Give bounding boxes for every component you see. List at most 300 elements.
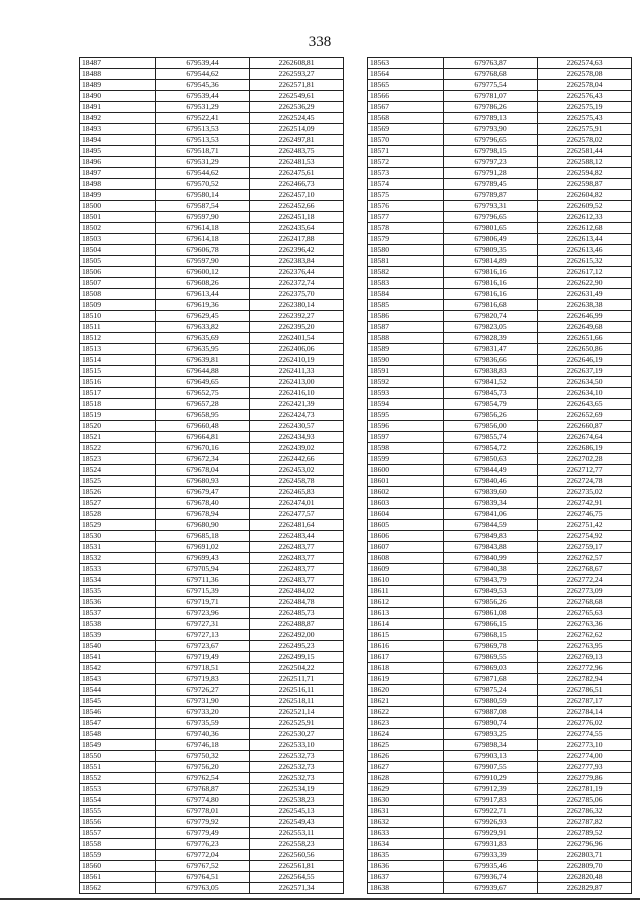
y-coordinate-cell: 2262434,93	[250, 432, 344, 443]
y-coordinate-cell: 2262396,42	[250, 245, 344, 256]
point-number-cell: 18575	[368, 190, 444, 201]
x-coordinate-cell: 679926,93	[444, 817, 538, 828]
point-number-cell: 18514	[80, 355, 156, 366]
y-coordinate-cell: 2262483,77	[250, 542, 344, 553]
x-coordinate-cell: 679779,92	[156, 817, 250, 828]
x-coordinate-cell: 679816,16	[444, 278, 538, 289]
y-coordinate-cell: 2262499,15	[250, 652, 344, 663]
table-row	[368, 707, 632, 718]
point-number-cell: 18593	[368, 388, 444, 399]
x-coordinate-cell: 679841,52	[444, 377, 538, 388]
table-row	[80, 597, 344, 608]
x-coordinate-cell: 679644,88	[156, 366, 250, 377]
x-coordinate-cell: 679719,71	[156, 597, 250, 608]
point-number-cell: 18564	[368, 69, 444, 80]
y-coordinate-cell: 2262777,93	[538, 762, 632, 773]
y-coordinate-cell: 2262416,10	[250, 388, 344, 399]
point-number-cell: 18590	[368, 355, 444, 366]
table-row	[80, 234, 344, 245]
y-coordinate-cell: 2262759,17	[538, 542, 632, 553]
point-number-cell: 18606	[368, 531, 444, 542]
y-coordinate-cell: 2262538,23	[250, 795, 344, 806]
table-row	[80, 696, 344, 707]
table-row	[368, 806, 632, 817]
x-coordinate-cell: 679798,15	[444, 146, 538, 157]
point-number-cell: 18554	[80, 795, 156, 806]
x-coordinate-cell: 679828,39	[444, 333, 538, 344]
y-coordinate-cell: 2262608,81	[250, 58, 344, 69]
point-number-cell: 18605	[368, 520, 444, 531]
point-number-cell: 18569	[368, 124, 444, 135]
point-number-cell: 18611	[368, 586, 444, 597]
point-number-cell: 18553	[80, 784, 156, 795]
table-row	[368, 641, 632, 652]
point-number-cell: 18629	[368, 784, 444, 795]
point-number-cell: 18551	[80, 762, 156, 773]
point-number-cell: 18535	[80, 586, 156, 597]
x-coordinate-cell: 679657,28	[156, 399, 250, 410]
x-coordinate-cell: 679614,18	[156, 223, 250, 234]
y-coordinate-cell: 2262553,11	[250, 828, 344, 839]
point-number-cell: 18500	[80, 201, 156, 212]
table-row	[80, 839, 344, 850]
table-row	[80, 377, 344, 388]
table-row	[368, 179, 632, 190]
table-row	[80, 146, 344, 157]
table-row	[80, 223, 344, 234]
table-row	[80, 553, 344, 564]
x-coordinate-cell: 679855,74	[444, 432, 538, 443]
x-coordinate-cell: 679633,82	[156, 322, 250, 333]
point-number-cell: 18557	[80, 828, 156, 839]
point-number-cell: 18536	[80, 597, 156, 608]
point-number-cell: 18622	[368, 707, 444, 718]
x-coordinate-cell: 679600,12	[156, 267, 250, 278]
x-coordinate-cell: 679587,54	[156, 201, 250, 212]
y-coordinate-cell: 2262588,12	[538, 157, 632, 168]
x-coordinate-cell: 679597,90	[156, 256, 250, 267]
table-row	[368, 146, 632, 157]
table-row	[80, 399, 344, 410]
point-number-cell: 18548	[80, 729, 156, 740]
point-number-cell: 18516	[80, 377, 156, 388]
x-coordinate-cell: 679866,15	[444, 619, 538, 630]
point-number-cell: 18583	[368, 278, 444, 289]
y-coordinate-cell: 2262560,56	[250, 850, 344, 861]
table-row	[368, 564, 632, 575]
point-number-cell: 18580	[368, 245, 444, 256]
table-row	[368, 630, 632, 641]
point-number-cell: 18492	[80, 113, 156, 124]
table-row	[80, 861, 344, 872]
table-row	[80, 179, 344, 190]
table-row	[368, 91, 632, 102]
point-number-cell: 18592	[368, 377, 444, 388]
table-row	[80, 102, 344, 113]
x-coordinate-cell: 679746,18	[156, 740, 250, 751]
table-row	[368, 58, 632, 69]
table-row	[368, 586, 632, 597]
point-number-cell: 18570	[368, 135, 444, 146]
y-coordinate-cell: 2262787,82	[538, 817, 632, 828]
y-coordinate-cell: 2262521,14	[250, 707, 344, 718]
point-number-cell: 18544	[80, 685, 156, 696]
y-coordinate-cell: 2262763,95	[538, 641, 632, 652]
x-coordinate-cell: 679893,25	[444, 729, 538, 740]
table-row	[80, 80, 344, 91]
point-number-cell: 18529	[80, 520, 156, 531]
table-row	[80, 531, 344, 542]
table-row	[80, 817, 344, 828]
point-number-cell: 18597	[368, 432, 444, 443]
point-number-cell: 18604	[368, 509, 444, 520]
point-number-cell: 18615	[368, 630, 444, 641]
y-coordinate-cell: 2262712,77	[538, 465, 632, 476]
point-number-cell: 18524	[80, 465, 156, 476]
point-number-cell: 18499	[80, 190, 156, 201]
x-coordinate-cell: 679854,72	[444, 443, 538, 454]
x-coordinate-cell: 679699,43	[156, 553, 250, 564]
x-coordinate-cell: 679606,78	[156, 245, 250, 256]
x-coordinate-cell: 679513,53	[156, 135, 250, 146]
table-row	[368, 762, 632, 773]
table-row	[80, 773, 344, 784]
point-number-cell: 18568	[368, 113, 444, 124]
y-coordinate-cell: 2262532,73	[250, 762, 344, 773]
y-coordinate-cell: 2262754,92	[538, 531, 632, 542]
y-coordinate-cell: 2262545,13	[250, 806, 344, 817]
point-number-cell: 18586	[368, 311, 444, 322]
table-row	[80, 872, 344, 883]
table-row	[80, 542, 344, 553]
y-coordinate-cell: 2262634,10	[538, 388, 632, 399]
table-row	[80, 245, 344, 256]
y-coordinate-cell: 2262558,23	[250, 839, 344, 850]
y-coordinate-cell: 2262774,55	[538, 729, 632, 740]
y-coordinate-cell: 2262660,87	[538, 421, 632, 432]
y-coordinate-cell: 2262787,17	[538, 696, 632, 707]
table-row	[368, 234, 632, 245]
y-coordinate-cell: 2262581,44	[538, 146, 632, 157]
point-number-cell: 18599	[368, 454, 444, 465]
y-coordinate-cell: 2262424,73	[250, 410, 344, 421]
x-coordinate-cell: 679678,04	[156, 465, 250, 476]
y-coordinate-cell: 2262575,19	[538, 102, 632, 113]
table-row	[368, 366, 632, 377]
table-row	[368, 531, 632, 542]
table-row	[368, 278, 632, 289]
table-row	[80, 212, 344, 223]
point-number-cell: 18567	[368, 102, 444, 113]
y-coordinate-cell: 2262439,02	[250, 443, 344, 454]
y-coordinate-cell: 2262782,94	[538, 674, 632, 685]
y-coordinate-cell: 2262575,91	[538, 124, 632, 135]
x-coordinate-cell: 679781,07	[444, 91, 538, 102]
table-row	[368, 223, 632, 234]
x-coordinate-cell: 679718,51	[156, 663, 250, 674]
y-coordinate-cell: 2262536,29	[250, 102, 344, 113]
y-coordinate-cell: 2262406,06	[250, 344, 344, 355]
table-row	[368, 619, 632, 630]
table-row	[368, 157, 632, 168]
x-coordinate-cell: 679823,05	[444, 322, 538, 333]
y-coordinate-cell: 2262769,13	[538, 652, 632, 663]
point-number-cell: 18526	[80, 487, 156, 498]
point-number-cell: 18626	[368, 751, 444, 762]
table-row	[80, 344, 344, 355]
x-coordinate-cell: 679869,03	[444, 663, 538, 674]
point-number-cell: 18540	[80, 641, 156, 652]
table-row	[368, 212, 632, 223]
table-row	[368, 685, 632, 696]
x-coordinate-cell: 679841,06	[444, 509, 538, 520]
point-number-cell: 18507	[80, 278, 156, 289]
table-row	[80, 663, 344, 674]
y-coordinate-cell: 2262613,46	[538, 245, 632, 256]
x-coordinate-cell: 679820,74	[444, 311, 538, 322]
x-coordinate-cell: 679838,83	[444, 366, 538, 377]
table-row	[368, 839, 632, 850]
y-coordinate-cell: 2262829,87	[538, 883, 632, 894]
point-number-cell: 18632	[368, 817, 444, 828]
table-row	[368, 256, 632, 267]
x-coordinate-cell: 679614,18	[156, 234, 250, 245]
table-row	[368, 828, 632, 839]
table-row	[80, 575, 344, 586]
table-row	[80, 300, 344, 311]
y-coordinate-cell: 2262751,42	[538, 520, 632, 531]
x-coordinate-cell: 679705,94	[156, 564, 250, 575]
table-row	[368, 377, 632, 388]
table-row	[368, 311, 632, 322]
y-coordinate-cell: 2262504,22	[250, 663, 344, 674]
y-coordinate-cell: 2262525,91	[250, 718, 344, 729]
x-coordinate-cell: 679727,13	[156, 630, 250, 641]
y-coordinate-cell: 2262768,67	[538, 564, 632, 575]
y-coordinate-cell: 2262796,96	[538, 839, 632, 850]
y-coordinate-cell: 2262617,12	[538, 267, 632, 278]
x-coordinate-cell: 679649,65	[156, 377, 250, 388]
point-number-cell: 18566	[368, 91, 444, 102]
x-coordinate-cell: 679658,95	[156, 410, 250, 421]
point-number-cell: 18513	[80, 344, 156, 355]
table-row	[80, 201, 344, 212]
table-row	[368, 135, 632, 146]
point-number-cell: 18587	[368, 322, 444, 333]
point-number-cell: 18588	[368, 333, 444, 344]
x-coordinate-cell: 679778,01	[156, 806, 250, 817]
table-row	[80, 520, 344, 531]
point-number-cell: 18620	[368, 685, 444, 696]
y-coordinate-cell: 2262604,82	[538, 190, 632, 201]
x-coordinate-cell: 679801,65	[444, 223, 538, 234]
table-row	[80, 718, 344, 729]
table-row	[80, 410, 344, 421]
y-coordinate-cell: 2262781,19	[538, 784, 632, 795]
point-number-cell: 18630	[368, 795, 444, 806]
table-row	[80, 157, 344, 168]
table-row	[368, 872, 632, 883]
y-coordinate-cell: 2262411,33	[250, 366, 344, 377]
table-row	[80, 630, 344, 641]
x-coordinate-cell: 679779,49	[156, 828, 250, 839]
point-number-cell: 18616	[368, 641, 444, 652]
table-row	[80, 289, 344, 300]
point-number-cell: 18574	[368, 179, 444, 190]
point-number-cell: 18495	[80, 146, 156, 157]
y-coordinate-cell: 2262372,74	[250, 278, 344, 289]
point-number-cell: 18543	[80, 674, 156, 685]
table-row	[368, 883, 632, 894]
y-coordinate-cell: 2262702,28	[538, 454, 632, 465]
point-number-cell: 18619	[368, 674, 444, 685]
table-row	[80, 69, 344, 80]
table-row	[368, 652, 632, 663]
table-row	[368, 245, 632, 256]
x-coordinate-cell: 679619,36	[156, 300, 250, 311]
y-coordinate-cell: 2262549,43	[250, 817, 344, 828]
x-coordinate-cell: 679939,67	[444, 883, 538, 894]
x-coordinate-cell: 679776,23	[156, 839, 250, 850]
point-number-cell: 18531	[80, 542, 156, 553]
y-coordinate-cell: 2262395,20	[250, 322, 344, 333]
y-coordinate-cell: 2262609,52	[538, 201, 632, 212]
x-coordinate-cell: 679816,16	[444, 267, 538, 278]
x-coordinate-cell: 679836,66	[444, 355, 538, 366]
table-row	[80, 740, 344, 751]
y-coordinate-cell: 2262820,48	[538, 872, 632, 883]
y-coordinate-cell: 2262762,62	[538, 630, 632, 641]
point-number-cell: 18530	[80, 531, 156, 542]
y-coordinate-cell: 2262785,06	[538, 795, 632, 806]
x-coordinate-cell: 679723,67	[156, 641, 250, 652]
point-number-cell: 18489	[80, 80, 156, 91]
point-number-cell: 18589	[368, 344, 444, 355]
y-coordinate-cell: 2262457,10	[250, 190, 344, 201]
y-coordinate-cell: 2262779,86	[538, 773, 632, 784]
x-coordinate-cell: 679917,83	[444, 795, 538, 806]
point-number-cell: 18595	[368, 410, 444, 421]
point-number-cell: 18497	[80, 168, 156, 179]
table-row	[368, 784, 632, 795]
table-row	[368, 410, 632, 421]
y-coordinate-cell: 2262485,73	[250, 608, 344, 619]
point-number-cell: 18584	[368, 289, 444, 300]
table-row	[368, 289, 632, 300]
table-row	[368, 399, 632, 410]
point-number-cell: 18573	[368, 168, 444, 179]
y-coordinate-cell: 2262465,83	[250, 487, 344, 498]
table-row	[80, 278, 344, 289]
x-coordinate-cell: 679762,54	[156, 773, 250, 784]
point-number-cell: 18523	[80, 454, 156, 465]
y-coordinate-cell: 2262483,75	[250, 146, 344, 157]
point-number-cell: 18506	[80, 267, 156, 278]
point-number-cell: 18631	[368, 806, 444, 817]
x-coordinate-cell: 679816,68	[444, 300, 538, 311]
point-number-cell: 18637	[368, 872, 444, 883]
point-number-cell: 18628	[368, 773, 444, 784]
x-coordinate-cell: 679652,75	[156, 388, 250, 399]
x-coordinate-cell: 679933,39	[444, 850, 538, 861]
x-coordinate-cell: 679775,54	[444, 80, 538, 91]
x-coordinate-cell: 679763,87	[444, 58, 538, 69]
point-number-cell: 18635	[368, 850, 444, 861]
table-row	[80, 113, 344, 124]
x-coordinate-cell: 679660,48	[156, 421, 250, 432]
table-row	[368, 201, 632, 212]
y-coordinate-cell: 2262376,44	[250, 267, 344, 278]
table-row	[368, 575, 632, 586]
table-row	[80, 454, 344, 465]
y-coordinate-cell: 2262413,00	[250, 377, 344, 388]
table-row	[80, 883, 344, 894]
y-coordinate-cell: 2262686,19	[538, 443, 632, 454]
table-row	[368, 740, 632, 751]
x-coordinate-cell: 679531,29	[156, 157, 250, 168]
y-coordinate-cell: 2262481,64	[250, 520, 344, 531]
point-number-cell: 18537	[80, 608, 156, 619]
y-coordinate-cell: 2262742,91	[538, 498, 632, 509]
point-number-cell: 18498	[80, 179, 156, 190]
point-number-cell: 18601	[368, 476, 444, 487]
y-coordinate-cell: 2262483,44	[250, 531, 344, 542]
table-row	[80, 333, 344, 344]
y-coordinate-cell: 2262483,77	[250, 564, 344, 575]
table-row	[80, 751, 344, 762]
x-coordinate-cell: 679726,27	[156, 685, 250, 696]
point-number-cell: 18539	[80, 630, 156, 641]
y-coordinate-cell: 2262784,14	[538, 707, 632, 718]
point-number-cell: 18624	[368, 729, 444, 740]
table-row	[368, 553, 632, 564]
point-number-cell: 18520	[80, 421, 156, 432]
x-coordinate-cell: 679831,47	[444, 344, 538, 355]
y-coordinate-cell: 2262768,68	[538, 597, 632, 608]
x-coordinate-cell: 679764,51	[156, 872, 250, 883]
point-number-cell: 18546	[80, 707, 156, 718]
x-coordinate-cell: 679868,15	[444, 630, 538, 641]
y-coordinate-cell: 2262421,39	[250, 399, 344, 410]
point-number-cell: 18585	[368, 300, 444, 311]
y-coordinate-cell: 2262773,09	[538, 586, 632, 597]
y-coordinate-cell: 2262380,14	[250, 300, 344, 311]
table-row	[368, 465, 632, 476]
point-number-cell: 18534	[80, 575, 156, 586]
y-coordinate-cell: 2262495,23	[250, 641, 344, 652]
point-number-cell: 18613	[368, 608, 444, 619]
y-coordinate-cell: 2262375,70	[250, 289, 344, 300]
point-number-cell: 18488	[80, 69, 156, 80]
x-coordinate-cell: 679544,62	[156, 69, 250, 80]
y-coordinate-cell: 2262492,00	[250, 630, 344, 641]
point-number-cell: 18625	[368, 740, 444, 751]
x-coordinate-cell: 679635,95	[156, 344, 250, 355]
point-number-cell: 18556	[80, 817, 156, 828]
x-coordinate-cell: 679719,83	[156, 674, 250, 685]
x-coordinate-cell: 679814,89	[444, 256, 538, 267]
point-number-cell: 18609	[368, 564, 444, 575]
table-row	[80, 674, 344, 685]
x-coordinate-cell: 679912,39	[444, 784, 538, 795]
y-coordinate-cell: 2262497,81	[250, 135, 344, 146]
point-number-cell: 18511	[80, 322, 156, 333]
x-coordinate-cell: 679756,20	[156, 762, 250, 773]
point-number-cell: 18555	[80, 806, 156, 817]
table-row	[80, 124, 344, 135]
point-number-cell: 18591	[368, 366, 444, 377]
x-coordinate-cell: 679922,71	[444, 806, 538, 817]
